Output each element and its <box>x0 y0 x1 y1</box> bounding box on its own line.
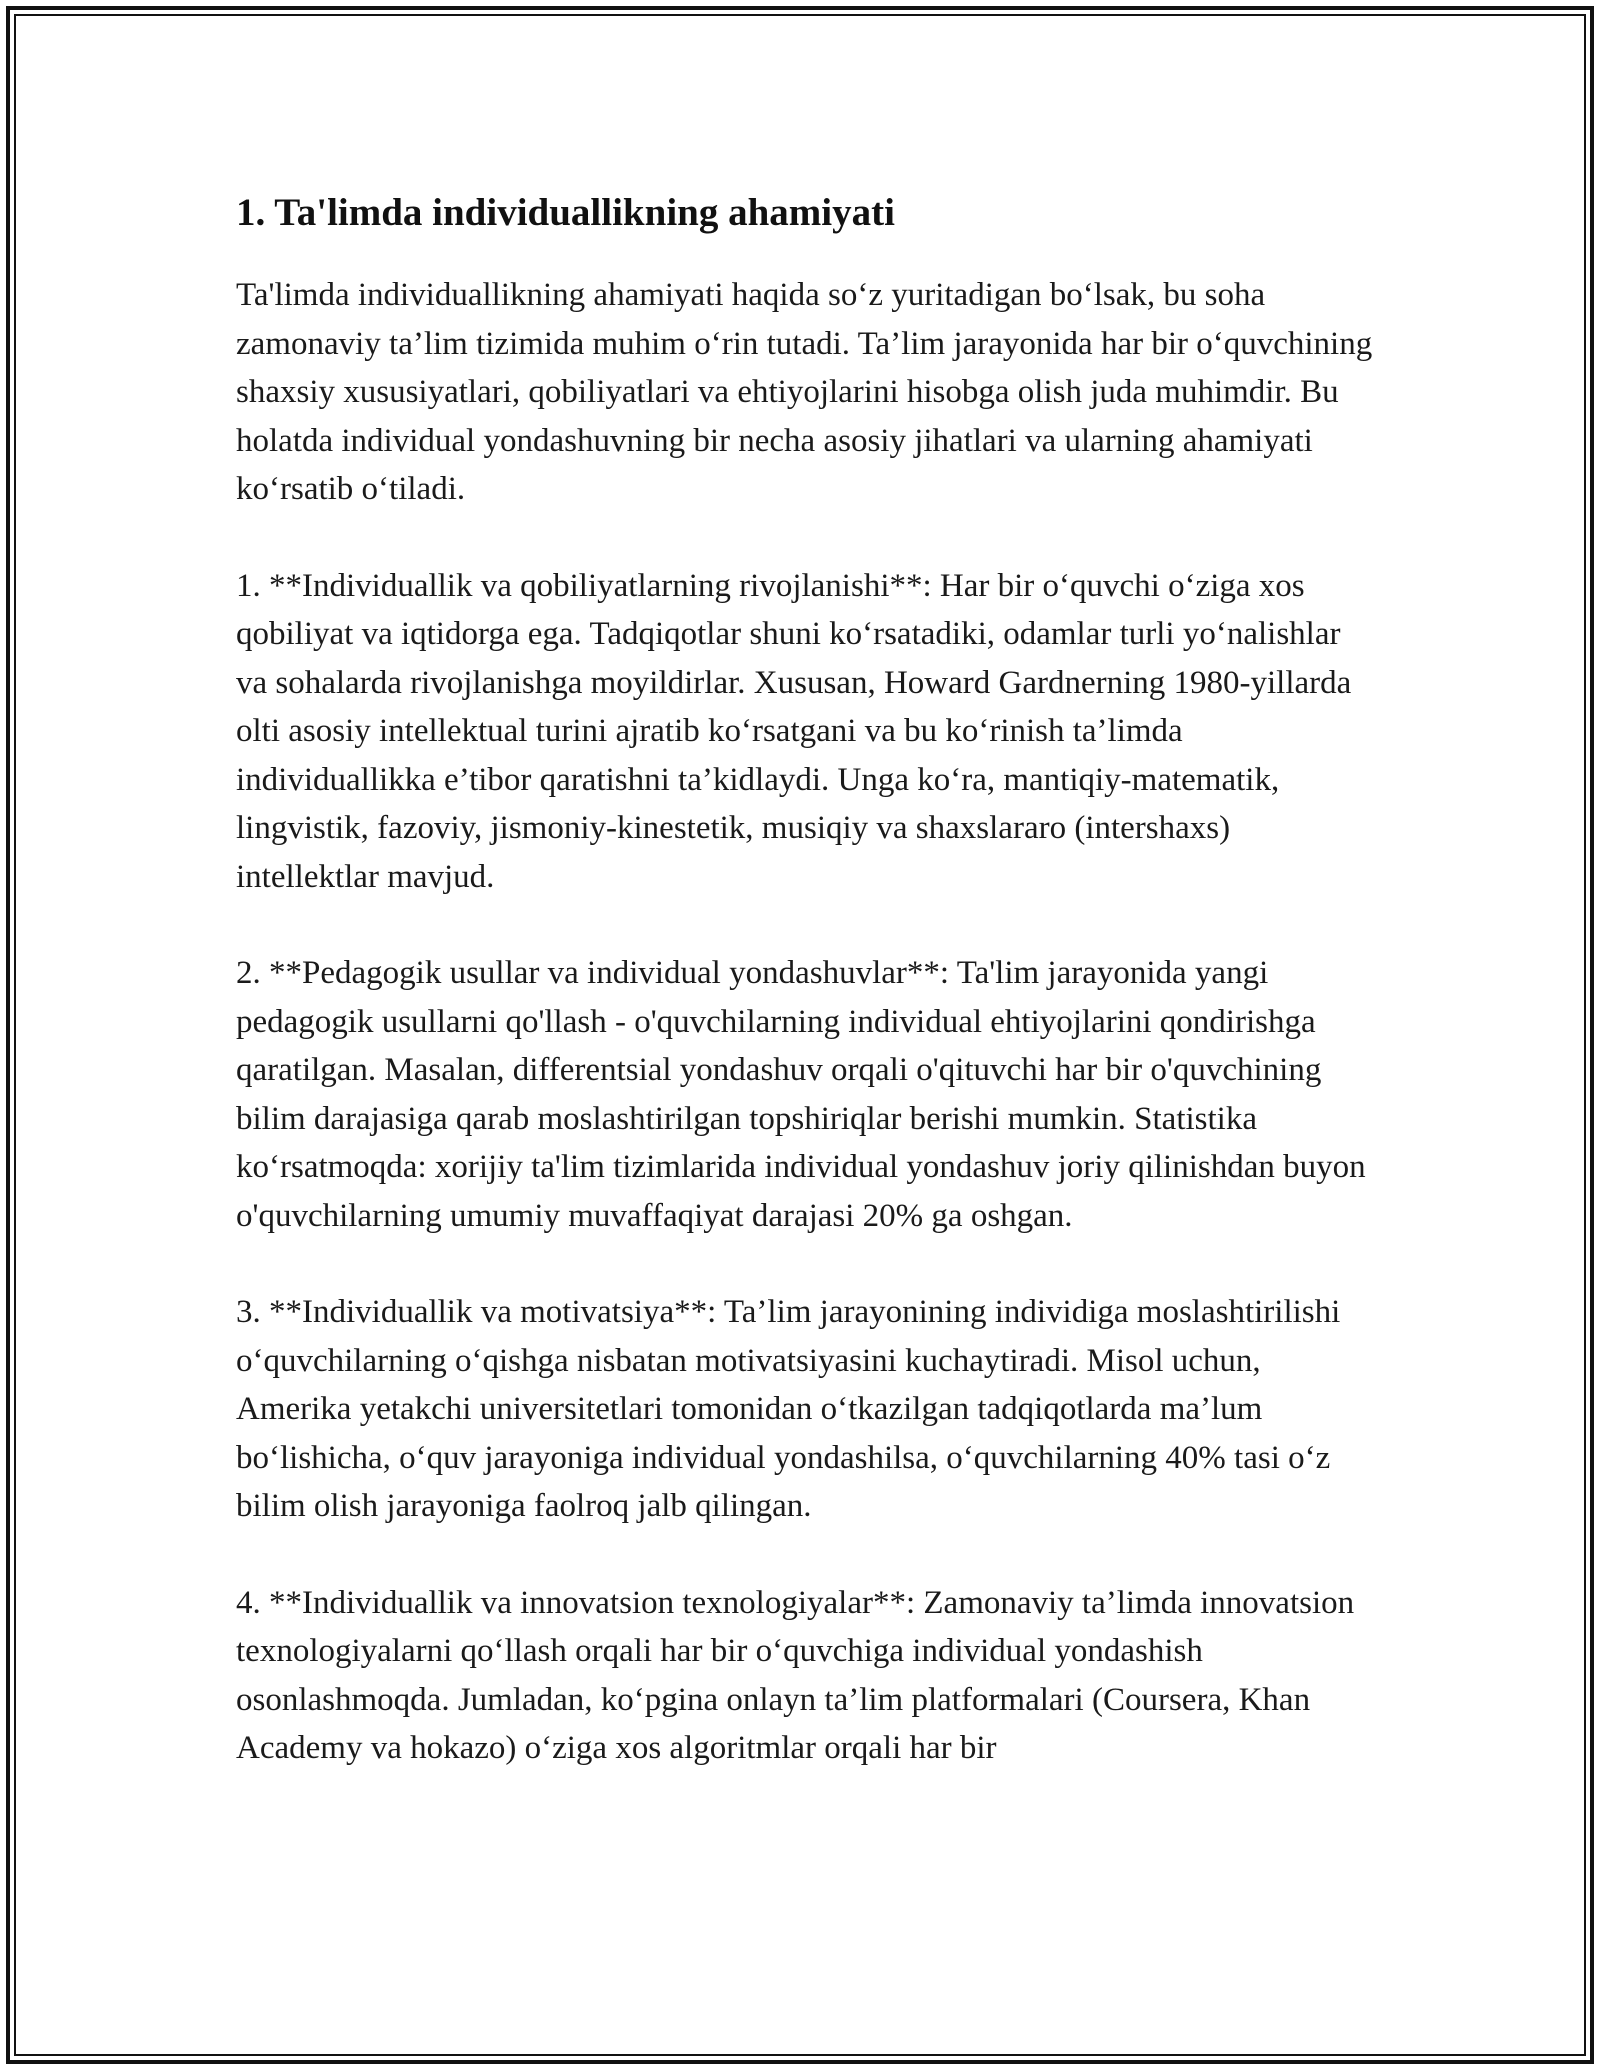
paragraph-4-innovative-technologies: 4. **Individuallik va innovatsion texnologiyalar**: Zamonaviy ta’limda innovatsion texnologiyalarni qo‘llash orqali har bir o‘quvchiga individual yondashish osonlashmoqda. Jumladan, ko‘pgina onlayn ta’lim platformalari (Coursera, Khan Academy va hokazo) o‘ziga xos algoritmlar orqali har bir <box>236 1584 1355 1766</box>
paragraph-1-individuality-abilities: 1. **Individuallik va qobiliyatlarning rivojlanishi**: Har bir o‘quvchi o‘ziga xos qobiliyat va iqtidorga ega. Tadqiqotlar shuni ko‘rsatadiki, odamlar turli yo‘nalishlar va sohalarda rivojlanishga moyildirlar. Xususan, Howard Gardnerning 1980-yillarda olti asosiy intellektual turini ajratib ko‘rsatgani va bu ko‘rinish ta’limda individuallikka e’tibor qaratishni ta’kidlaydi. Unga ko‘ra, mantiqiy-matematik, lingvistik, fazoviy, jismoniy-kinestetik, musiqiy va shaxslararo (intershaxs) intellektlar mavjud. <box>236 567 1352 895</box>
paragraph-3-motivation: 3. **Individuallik va motivatsiya**: Ta’lim jarayonining individiga moslashtirilishi o‘quvchilarning o‘qishga nisbatan motivatsiyasini kuchaytiradi. Misol uchun, Amerika yetakchi universitetlari tomonidan o‘tkazilgan tadqiqotlarda ma’lum bo‘lishicha, o‘quv jarayoniga individual yondashilsa, o‘quvchilarning 40% tasi o‘z bilim olish jarayoniga faolroq jalb qilingan. <box>236 1294 1341 1524</box>
section-heading: 1. Ta'limda individuallikning ahamiyati <box>236 191 895 234</box>
intro-paragraph: Ta'limda individuallikning ahamiyati haqida so‘z yuritadigan bo‘lsak, bu soha zamonaviy ta’lim tizimida muhim o‘rin tutadi. Ta’lim jarayonida har bir o‘quvchining shaxsiy xususiyatlari, qobiliyatlari va ehtiyojlarini hisobga olish juda muhimdir. Bu holatda individual yondashuvning bir necha asosiy jihatlari va ularning ahamiyati ko‘rsatib o‘tiladi. <box>236 277 1373 507</box>
document-body <box>236 185 1376 1821</box>
paragraph-2-pedagogical-methods: 2. **Pedagogik usullar va individual yondashuvlar**: Ta'lim jarayonida yangi pedagogik usullarni qo'llash - o'quvchilarning individual ehtiyojlarini qondirishga qaratilgan. Masalan, differentsial yondashuv orqali o'qituvchi har bir o'quvchining bilim darajasiga qarab moslashtirilgan topshiriqlar berishi mumkin. Statistika ko‘rsatmoqda: xorijiy ta'lim tizimlarida individual yondashuv joriy qilinishdan buyon o'quvchilarning umumiy muvaffaqiyat darajasi 20% ga oshgan. <box>236 955 1366 1234</box>
